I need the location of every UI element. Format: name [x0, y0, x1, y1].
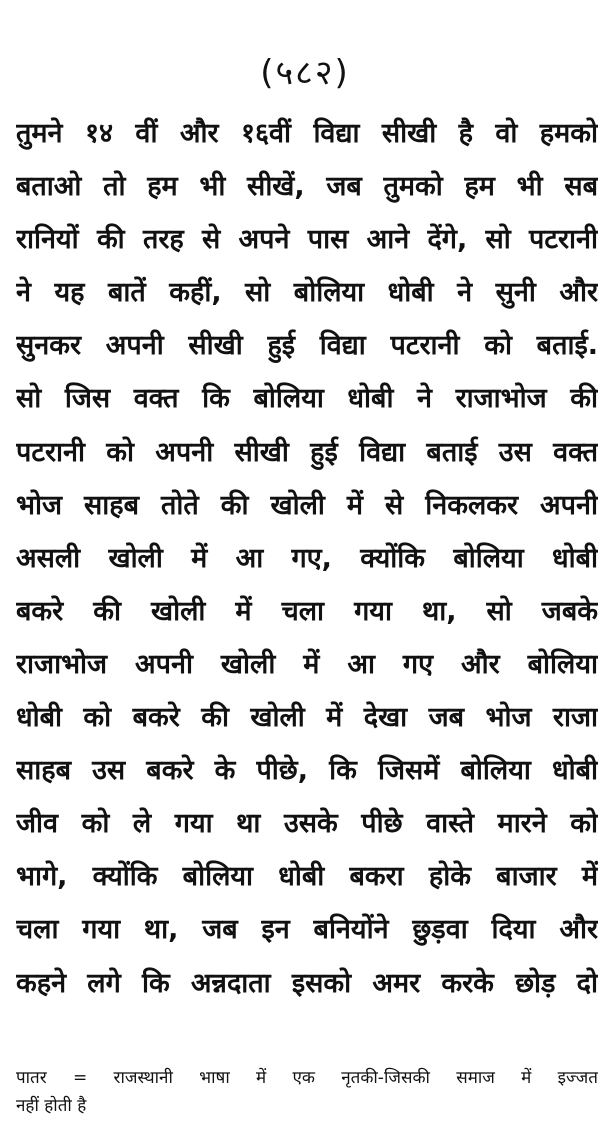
page-number: (५८२) — [260, 53, 350, 93]
text-line: राजाभोज अपनी खोली में आ गए और बोलिया — [16, 648, 598, 680]
text-line: ने यह बातें कहीं, सो बोलिया धोबी ने सुनी और — [16, 277, 598, 309]
text-line: सो जिस वक्त कि बोलिया धोबी ने राजाभोज की — [16, 383, 598, 415]
text-line: कहने लगे कि अन्नदाता इसको अमर करके छोड़ दो — [16, 967, 598, 999]
text-line: सुनकर अपनी सीखी हुई विद्या पटरानी को बताई. — [16, 330, 598, 362]
text-line: जीव को ले गया था उसके पीछे वास्ते मारने को — [16, 808, 598, 840]
text-line: भोज साहब तोते की खोली में से निकलकर अपनी — [16, 489, 598, 521]
footnote — [16, 1064, 598, 1120]
text-line: पटरानी को अपनी सीखी हुई विद्या बताई उस वक्त — [16, 436, 598, 468]
text-line: बताओ तो हम भी सीखें, जब तुमको हम भी सब — [16, 171, 598, 203]
text-line: रानियों की तरह से अपने पास आने देंगे, सो पटरानी — [16, 224, 598, 256]
body-text — [16, 107, 598, 1010]
text-line: भागे, क्योंकि बोलिया धोबी बकरा होके बाजार में — [16, 861, 598, 893]
footnote-line: नहीं होती है — [16, 1096, 87, 1116]
text-line: धोबी को बकरे की खोली में देखा जब भोज राजा — [16, 702, 598, 734]
footnote-line: पातर = राजस्थानी भाषा में एक नृतकी-जिसकी समाज में इज्जत — [16, 1068, 598, 1088]
text-line: असली खोली में आ गए, क्योंकि बोलिया धोबी — [16, 542, 598, 574]
text-line: चला गया था, जब इन बनियोंने छुड़वा दिया और — [16, 914, 598, 946]
text-line: साहब उस बकरे के पीछे, कि जिसमें बोलिया धोबी — [16, 755, 598, 787]
text-line: तुमने १४ वीं और १६वीं विद्या सीखी है वो हमको — [16, 118, 598, 149]
text-line: बकरे की खोली में चला गया था, सो जबके — [16, 595, 598, 627]
